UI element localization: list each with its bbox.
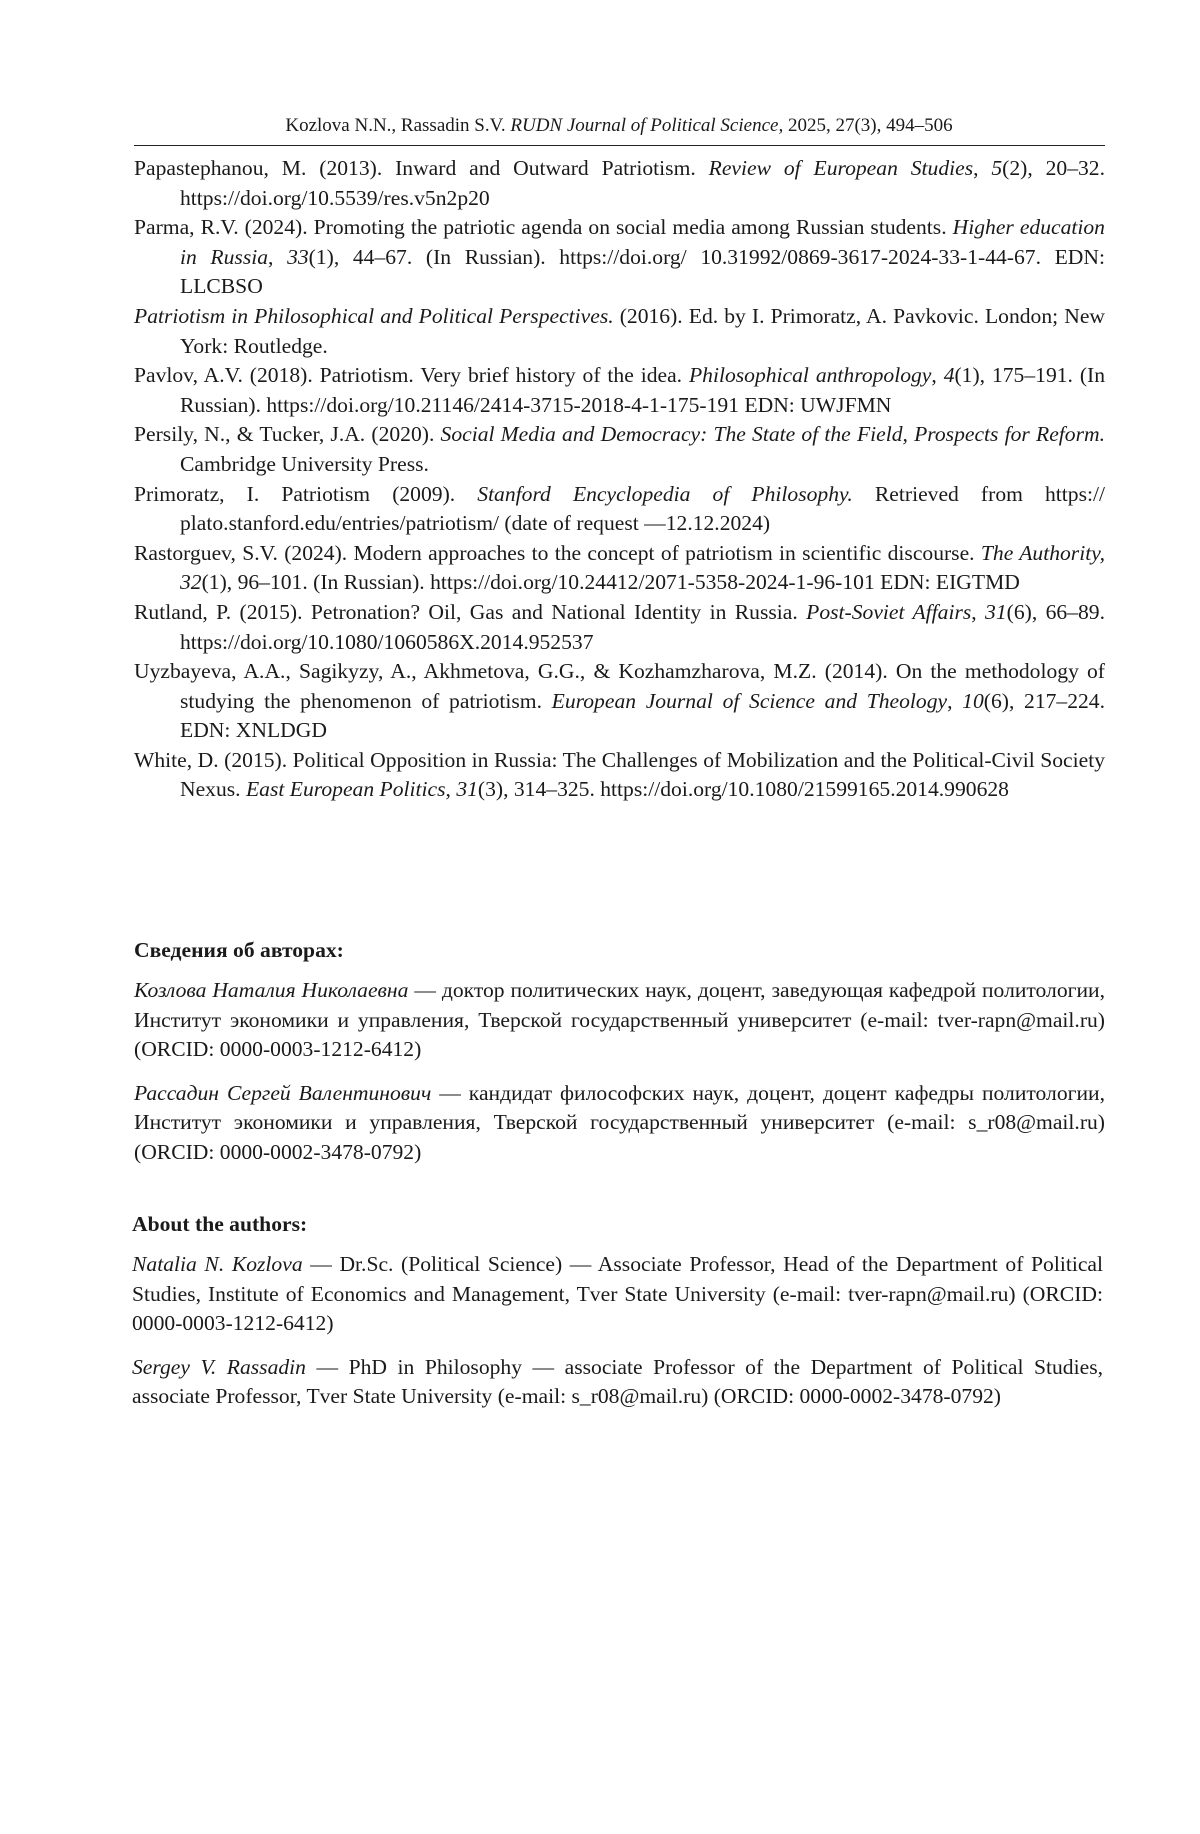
running-head <box>134 114 1104 138</box>
reference-separator: , <box>971 599 986 624</box>
reference-separator: , <box>931 363 944 388</box>
running-head-journal: RUDN Journal of Political Science, <box>510 115 784 136</box>
reference-separator: , <box>445 777 457 802</box>
reference-volume: 10 <box>962 688 984 713</box>
author-name: Sergey V. Rassadin <box>132 1354 306 1379</box>
reference-details: (2), 20–32. https://doi.org/10.5539/res.v5n2p20 <box>180 156 1105 210</box>
author-entry-ru <box>134 976 1105 1065</box>
section-heading-ru: Сведения об авторах: <box>134 938 344 962</box>
reference-volume: 5 <box>991 156 1003 180</box>
author-details: — Dr.Sc. (Political Science) — Associate Professor, Head of the Department of Political Studies, Institute of Economics and Management, Tver State University (e-mail: tver-rapn@mail.ru) (ORCID: 0000-0003-1212-6412) <box>132 1252 1104 1336</box>
reference-item <box>134 154 1105 213</box>
reference-item <box>134 746 1105 805</box>
reference-text: Uyzbayeva, A.A., Sagikyzy, A., Akhmetova, G.G., & Kozhamzharova, M.Z. (2014). On the methodology of studying the phenomenon of patriotism. <box>134 659 1105 713</box>
reference-separator: , <box>268 244 288 269</box>
section-heading-en: About the authors: <box>132 1212 308 1236</box>
reference-text: Rutland, P. (2015). Petronation? Oil, Gas and National Identity in Russia. <box>134 599 807 624</box>
reference-source: Philosophical anthropology <box>688 363 932 388</box>
reference-details: (6), 217–224. EDN: XNLDGD <box>180 688 1105 743</box>
reference-separator: , <box>947 688 963 713</box>
author-entry-en <box>132 1353 1103 1412</box>
reference-source: East European Politics <box>245 777 446 802</box>
reference-details: Cambridge University Press. <box>180 451 429 476</box>
reference-volume: 33 <box>287 244 309 269</box>
reference-list <box>134 154 1105 805</box>
reference-item <box>134 657 1105 746</box>
author-name: Natalia N. Kozlova <box>132 1252 303 1276</box>
reference-item <box>134 302 1105 361</box>
reference-text: Rastorguev, S.V. (2024). Modern approaches to the concept of patriotism in scientific discourse. <box>134 540 981 565</box>
reference-item <box>134 539 1105 598</box>
reference-volume: 31 <box>456 777 478 802</box>
authors-section-en <box>132 1210 1103 1426</box>
authors-section-ru <box>134 936 1105 1182</box>
reference-details: (2016). Ed. by I. Primoratz, A. Pavkovic. London; New York: Routledge. <box>180 303 1106 358</box>
author-name: Рассадин Сергей Валентинович <box>134 1080 432 1105</box>
reference-volume: 4 <box>943 363 955 388</box>
reference-source: Post-Soviet Affairs <box>806 599 972 624</box>
reference-details: Retrieved from https:// plato.stanford.edu/entries/patriotism/ (date of request —12.12.2024) <box>180 481 1105 536</box>
author-entry-en <box>132 1250 1103 1339</box>
reference-details: (6), 66–89. https://doi.org/10.1080/1060586X.2014.952537 <box>180 599 1105 654</box>
reference-details: (1), 175–191. (In Russian). https://doi.org/10.21146/2414-3715-2018-4-1-175-191 EDN: UWJFMN <box>180 363 1106 417</box>
reference-source: Higher education in Russia <box>180 215 1105 269</box>
author-details: — доктор политических наук, доцент, заведующая кафедрой политологии, Институт экономики и управления, Тверской государственный университет (e-mail: tver-rapn@mail.ru) (ORCID: 0000-0003-1212-6412) <box>134 978 1105 1062</box>
author-details: — PhD in Philosophy — associate Professor of the Department of Political Studies, associate Professor, Tver State University (e-mail: s_r08@mail.ru) (ORCID: 0000-0002-3478-0792) <box>132 1354 1103 1409</box>
reference-source: Review of European Studies <box>708 156 974 180</box>
reference-text: Pavlov, A.V. (2018). Patriotism. Very brief history of the idea. <box>134 363 689 388</box>
reference-item <box>134 598 1105 657</box>
author-details: — кандидат философских наук, доцент, доцент кафедры политологии, Институт экономики и управления, Тверской государственный университет (e-mail: s_r08@mail.ru) (ORCID: 0000-0002-3478-0792) <box>134 1080 1105 1164</box>
reference-source: European Journal of Science and Theology <box>551 688 948 713</box>
reference-details: (3), 314–325. https://doi.org/10.1080/21599165.2014.990628 <box>477 777 1009 802</box>
running-head-authors: Kozlova N.N., Rassadin S.V. <box>285 115 511 136</box>
reference-source: The Authority, 32 <box>180 540 1105 595</box>
reference-volume: 31 <box>985 599 1007 624</box>
reference-source: Stanford Encyclopedia of Philosophy. <box>477 481 853 506</box>
author-name: Козлова Наталия Николаевна <box>134 978 409 1002</box>
reference-details: (1), 44–67. (In Russian). https://doi.org/ 10.31992/0869-3617-2024-33-1-44-67. EDN: LLCBSO <box>180 244 1105 299</box>
author-entry-ru <box>134 1079 1105 1168</box>
reference-text: Parma, R.V. (2024). Promoting the patriotic agenda on social media among Russian students. <box>134 215 953 240</box>
reference-text: Papastephanou, M. (2013). Inward and Outward Patriotism. <box>134 156 709 180</box>
reference-item <box>134 361 1105 420</box>
reference-source: Social Media and Democracy: The State of the Field, Prospects for Reform. <box>440 422 1105 447</box>
reference-separator: , <box>973 156 992 180</box>
reference-item <box>134 480 1105 539</box>
reference-source: Patriotism in Philosophical and Political Perspectives. <box>134 303 614 328</box>
reference-text: White, D. (2015). Political Opposition in Russia: The Challenges of Mobilization and the Political-Civil Society Nexus. <box>134 747 1105 802</box>
reference-item <box>134 420 1105 479</box>
header-rule <box>134 145 1105 146</box>
reference-text: Primoratz, I. Patriotism (2009). <box>134 481 478 506</box>
reference-details: (1), 96–101. (In Russian). https://doi.org/10.24412/2071-5358-2024-1-96-101 EDN: EIGTMD <box>201 570 1020 595</box>
reference-text: Persily, N., & Tucker, J.A. (2020). <box>134 422 441 447</box>
reference-item <box>134 213 1105 302</box>
running-head-issue: 2025, 27(3), 494–506 <box>783 115 953 136</box>
